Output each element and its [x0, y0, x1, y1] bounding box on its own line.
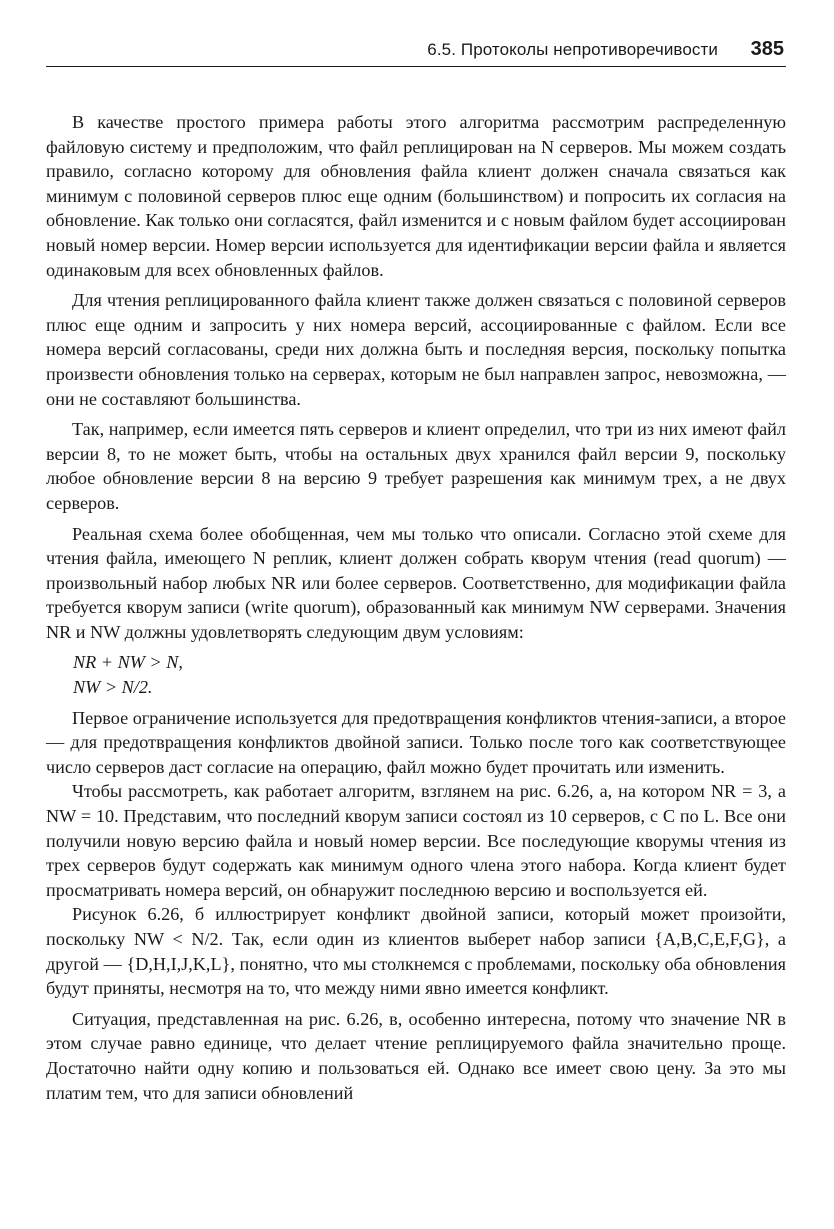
formula-line: NW > N/2. [73, 677, 153, 698]
formula-block [73, 650, 786, 699]
paragraph: Так, например, если имеется пять серверов и клиент определил, что три из них имеют файл версии 8, то не может быть, чтобы на остальных двух хранился файл версии 9, поскольку любое обновление версии 8 на версию 9 требует разрешения как минимум трех, а не двух серверов. [46, 419, 786, 513]
formula-line: NR + NW > N, [73, 652, 183, 673]
paragraph: Первое ограничение используется для предотвращения конфликтов чтения-записи, а второе — для предотвращения конфликтов двойной записи. Только после того как соответствующее число серверов даст согласие на операцию, файл можно будет прочитать или изменить. [46, 707, 786, 777]
paragraph: Рисунок 6.26, б иллюстрирует конфликт двойной записи, который может произойти, поскольку NW < N/2. Так, если один из клиентов выберет набор записи {A,B,C,E,F,G}, а другой — {D,H,I,J,K,L}, понятно, что мы столкнемся с проблемами, поскольку оба обновления будут приняты, несмотря на то, что между ними явно имеется конфликт. [46, 904, 786, 999]
running-header [46, 38, 786, 67]
paragraph: Ситуация, представленная на рис. 6.26, в, особенно интересна, потому что значение NR в этом случае равно единице, что делает чтение реплицируемого файла значительно проще. Достаточно найти одну копию и пользоваться ей. Однако все имеет свою цену. За это мы платим тем, что для записи обновлений [46, 1008, 786, 1103]
body-text [46, 110, 786, 1105]
page-number: 385 [750, 38, 784, 60]
paragraph: Чтобы рассмотреть, как работает алгоритм, взглянем на рис. 6.26, а, на котором NR = 3, а NW = 10. Представим, что последний кворум записи состоял из 10 серверов, с C по L. Все они получили новую версию файла и новый номер версии. Все последующие кворумы чтения из трех серверов будут содержать как минимум одного члена этого набора. Когда клиент будет просматривать номера версий, он обнаружит последнюю версию и воспользуется ей. [46, 781, 786, 900]
paragraph: Для чтения реплицированного файла клиент также должен связаться с половиной серверов плюс еще одним и запросить у них номера версий, ассоциированные с файлом. Если все номера версий согласованы, среди них должна быть и последняя версия, поскольку попытка произвести обновления только на серверах, которым не был направлен запрос, невозможна, — они не составляют большинства. [46, 290, 786, 409]
section-title: 6.5. Протоколы непротиворечивости [427, 40, 718, 59]
paragraph: Реальная схема более обобщенная, чем мы только что описали. Согласно этой схеме для чтения файла, имеющего N реплик, клиент должен собрать кворум чтения (read quorum) — произвольный набор любых NR или более серверов. Соответственно, для модификации файла требуется кворум записи (write quorum), образованный как минимум NW серверами. Значения NR и NW должны удовлетворять следующим двум условиям: [46, 523, 786, 642]
paragraph: В качестве простого примера работы этого алгоритма рассмотрим распределенную файловую систему и предположим, что файл реплицирован на N серверов. Мы можем создать правило, согласно которому для обновления файла клиент должен сначала связаться как минимум с половиной серверов плюс еще одним (большинством) и попросить их согласия на обновление. Как только они согласятся, файл изменится и с новым файлом будет ассоциирован новый номер версии. Номер версии используется для идентификации версии файла и является одинаковым для всех обновленных файлов. [46, 112, 786, 280]
